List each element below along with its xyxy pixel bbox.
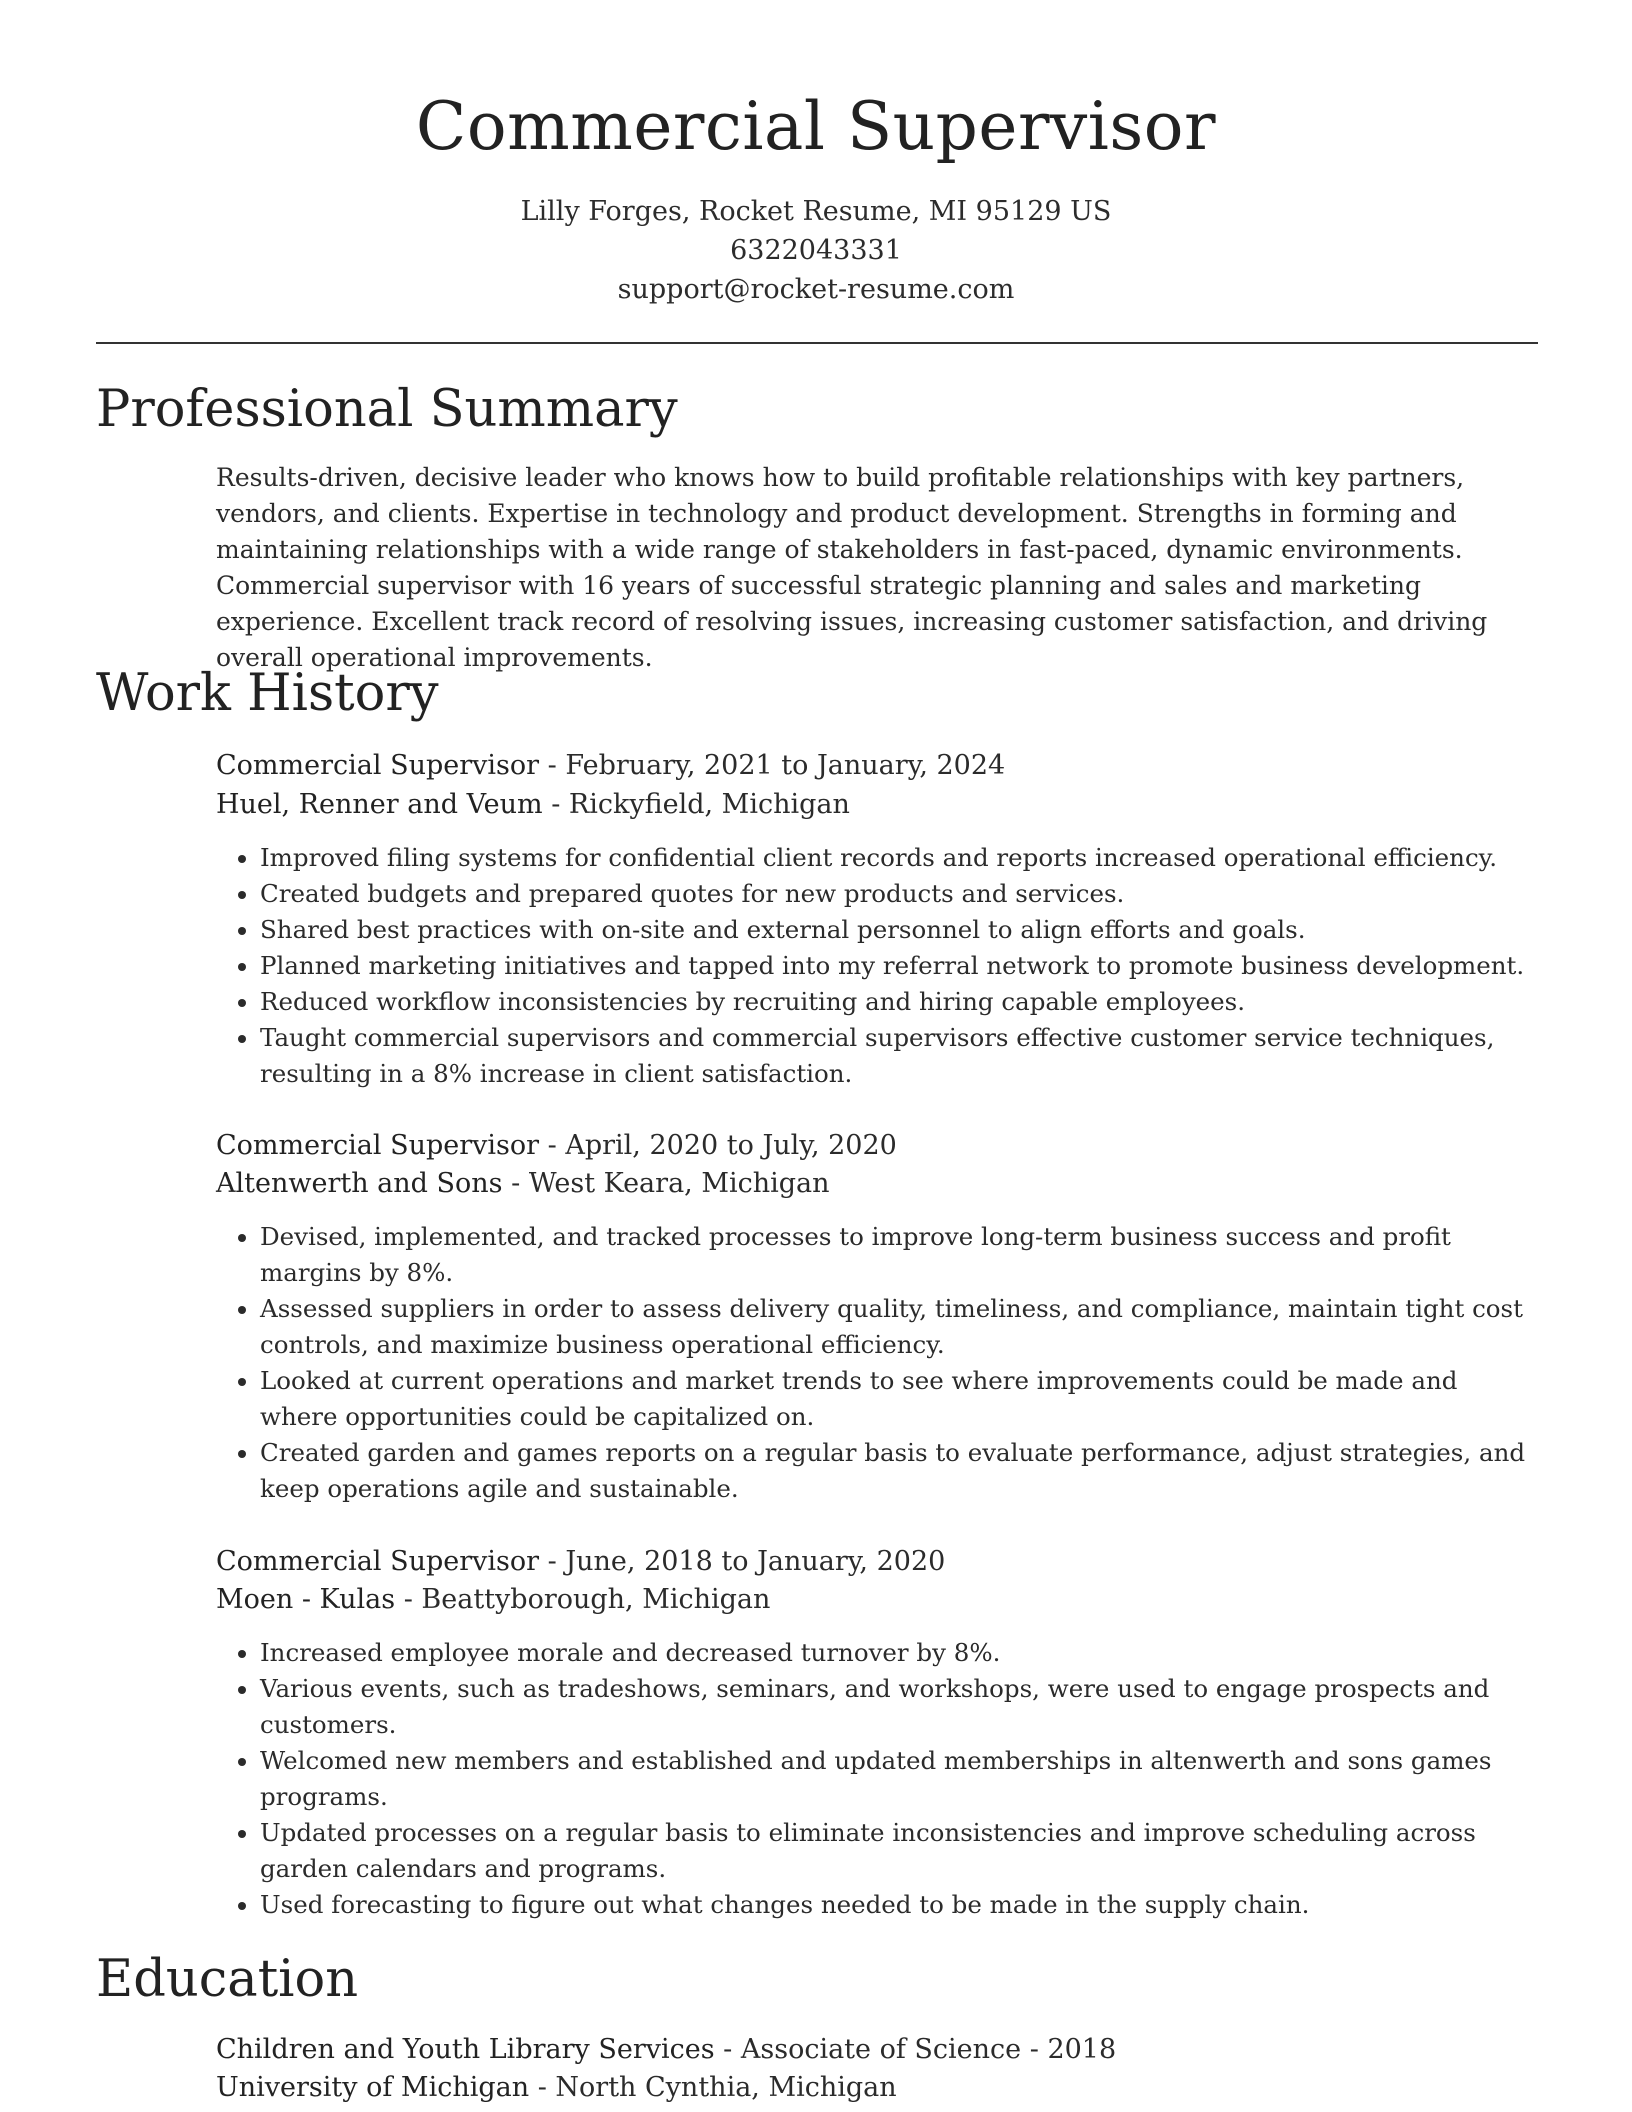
list-item: • Improved filing systems for confidential client records and reports increased operational efficiency.	[260, 840, 1538, 876]
contact-address: Lilly Forges, Rocket Resume, MI 95129 US	[520, 196, 1112, 227]
list-item: • Planned marketing initiatives and tapped into my referral network to promote business development.	[260, 948, 1538, 984]
job-dates: - June, 2018 to January, 2020	[539, 1546, 946, 1577]
job-bullet-list	[216, 840, 1538, 1092]
list-item: • Increased employee morale and decreased turnover by 8%.	[260, 1635, 1538, 1671]
job-title: Commercial Supervisor	[216, 1546, 540, 1577]
job-company: Huel, Renner and Veum	[216, 789, 543, 820]
education-field: Children and Youth Library Services	[216, 2034, 715, 2065]
page-title: Commercial Supervisor	[415, 88, 1217, 165]
list-item: • Taught commercial supervisors and commercial supervisors effective customer service techniques, resulting in a 8% increase in client satisfaction.	[260, 1020, 1538, 1092]
list-item: • Created budgets and prepared quotes for new products and services.	[260, 876, 1538, 912]
job-title-line	[216, 747, 1536, 785]
list-item: • Shared best practices with on-site and external personnel to align efforts and goals.	[260, 912, 1538, 948]
education-school-line	[216, 2069, 1536, 2107]
resume-header	[0, 0, 1632, 309]
list-item: • Used forecasting to figure out what changes needed to be made in the supply chain.	[260, 1887, 1538, 1923]
section-heading-work-history: Work History	[96, 664, 439, 723]
job-title-line	[216, 1127, 1536, 1165]
job-company-line	[216, 786, 1536, 824]
contact-email: support@rocket-resume.com	[617, 274, 1015, 305]
list-item: • Looked at current operations and market trends to see where improvements could be made and where opportunities could be capitalized on.	[260, 1363, 1538, 1435]
contact-phone: 6322043331	[730, 235, 902, 266]
job-bullet-list	[216, 1635, 1538, 1923]
job-company: Altenwerth and Sons	[216, 1168, 503, 1199]
list-item: • Updated processes on a regular basis to eliminate inconsistencies and improve scheduling across garden calendars and programs.	[260, 1815, 1538, 1887]
education-degree-line	[216, 2031, 1536, 2069]
job-company-line	[216, 1165, 1536, 1203]
job-bullet-list	[216, 1219, 1538, 1507]
job-location: - West Keara, Michigan	[502, 1168, 830, 1199]
job-title: Commercial Supervisor	[216, 750, 540, 781]
job-dates: - April, 2020 to July, 2020	[539, 1130, 897, 1161]
section-heading-education: Education	[96, 1950, 359, 2009]
job-title-line	[216, 1543, 1536, 1581]
list-item: • Various events, such as tradeshows, seminars, and workshops, were used to engage prospects and customers.	[260, 1671, 1538, 1743]
education-school: University of Michigan	[216, 2072, 530, 2103]
list-item: • Created garden and games reports on a regular basis to evaluate performance, adjust strategies, and keep operations agile and sustainable.	[260, 1435, 1538, 1507]
job-location: - Rickyfield, Michigan	[542, 789, 850, 820]
list-item: • Assessed suppliers in order to assess delivery quality, timeliness, and compliance, maintain tight cost controls, and maximize business operational efficiency.	[260, 1291, 1538, 1363]
contact-block	[0, 192, 1632, 309]
job-dates: - February, 2021 to January, 2024	[539, 750, 1006, 781]
education-location: - North Cynthia, Michigan	[529, 2072, 897, 2103]
summary-text: Results-driven, decisive leader who knows how to build profitable relationships with key partners, vendors, and clients. Expertise in technology and product development. Strengths in forming and maintaining relationships with a wide range of stakeholders in fast-paced, dynamic environments. Commercial supervisor with 16 years of successful strategic planning and sales and marketing experience. Excellent track record of resolving issues, increasing customer satisfaction, and driving overall operational improvements.	[216, 463, 1488, 672]
education-degree-year: - Associate of Science - 2018	[714, 2034, 1117, 2065]
job-company-line	[216, 1581, 1536, 1619]
job-title: Commercial Supervisor	[216, 1130, 540, 1161]
section-heading-summary: Professional Summary	[96, 380, 678, 439]
list-item: • Devised, implemented, and tracked processes to improve long-term business success and profit margins by 8%.	[260, 1219, 1538, 1291]
job-location: - Beattyborough, Michigan	[395, 1584, 771, 1615]
list-item: • Reduced workflow inconsistencies by recruiting and hiring capable employees.	[260, 984, 1538, 1020]
list-item: • Welcomed new members and established and updated memberships in altenwerth and sons games programs.	[260, 1743, 1538, 1815]
header-divider	[96, 342, 1538, 344]
job-company: Moen - Kulas	[216, 1584, 396, 1615]
